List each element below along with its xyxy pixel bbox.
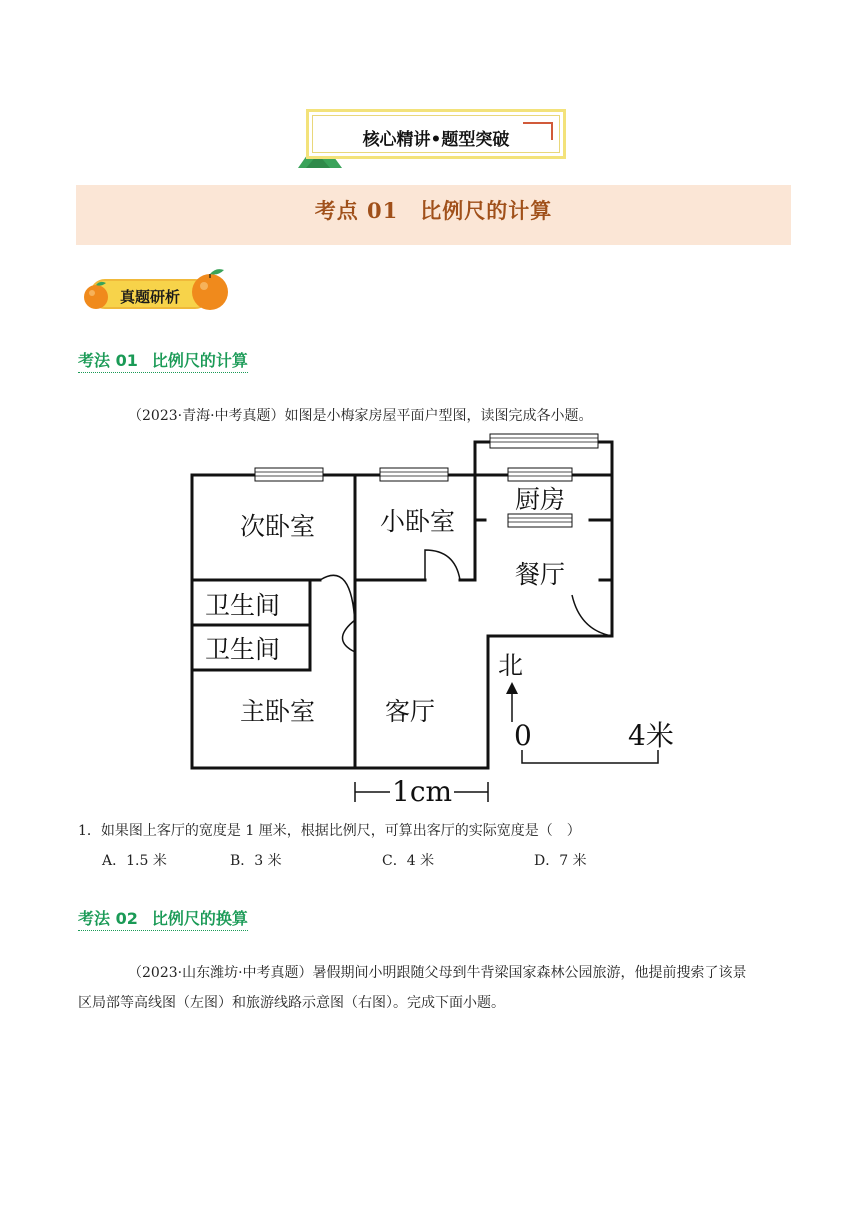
room-label: 厨房	[515, 485, 566, 514]
section-number: 考法 01	[78, 351, 138, 370]
north-arrow-icon	[506, 682, 518, 722]
option-c[interactable]: C．4 米	[382, 853, 435, 869]
north-label: 北	[498, 651, 524, 680]
room-label: 客厅	[385, 697, 436, 726]
question-intro-line2: 区局部等高线图（左图）和旅游线路示意图（右图）。完成下面小题。	[78, 995, 505, 1011]
question-intro-line1: 暑假期间小明跟随父母到牛背梁国家森林公园旅游，他提前搜索了该景	[312, 965, 747, 981]
section-title: 比例尺的换算	[151, 909, 248, 928]
floor-plan-figure	[180, 430, 700, 814]
section-header-2	[78, 906, 248, 931]
measure-label: 1cm	[392, 775, 453, 808]
option-a[interactable]: A．1.5 米	[102, 853, 167, 869]
question-source: （2023·山东潍坊·中考真题）	[128, 965, 313, 981]
section-header-1	[78, 348, 248, 373]
section-badge	[306, 109, 566, 159]
question-intro-1	[128, 401, 593, 431]
scale-max: 4米	[628, 719, 674, 752]
badge-title: 核心精讲•题型突破	[362, 130, 510, 150]
room-label: 次卧室	[240, 512, 316, 541]
question-source: （2023·青海·中考真题）	[128, 408, 285, 424]
room-label: 小卧室	[380, 507, 456, 536]
question-stem-1: 1．如果图上客厅的宽度是 1 厘米，根据比例尺，可算出客厅的实际宽度是（ ）	[78, 823, 581, 839]
section-number: 考法 02	[78, 909, 138, 928]
question-intro-text: 如图是小梅家房屋平面户型图，读图完成各小题。	[284, 408, 593, 424]
option-d[interactable]: D．7 米	[534, 853, 587, 869]
banner-number: 考点 01	[314, 198, 399, 223]
room-label: 卫生间	[205, 591, 281, 620]
orange-icon	[190, 266, 230, 316]
topic-banner	[76, 185, 791, 245]
room-label: 主卧室	[240, 697, 316, 726]
room-label: 卫生间	[205, 635, 281, 664]
option-b[interactable]: B．3 米	[230, 853, 282, 869]
orange-icon	[82, 280, 110, 314]
section-title: 比例尺的计算	[151, 351, 248, 370]
scale-zero: 0	[514, 719, 532, 752]
banner-text: 比例尺的计算	[420, 198, 553, 223]
question-intro-2	[128, 958, 747, 988]
pill-label: 真题研析	[119, 288, 180, 306]
room-label: 餐厅	[515, 560, 566, 589]
banner-title	[76, 195, 791, 225]
